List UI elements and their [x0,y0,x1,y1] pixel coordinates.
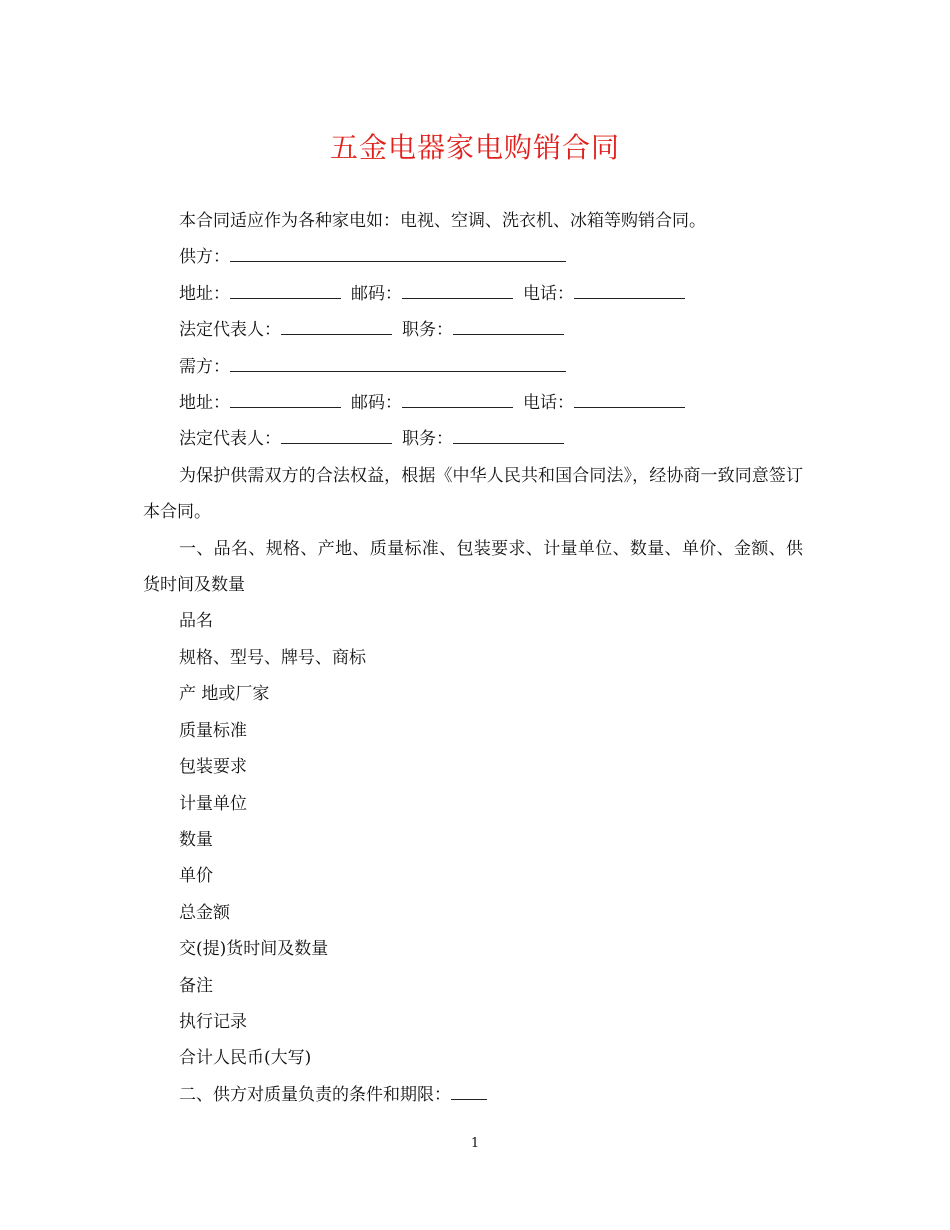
buyer-phone-label: 电话： [523,393,574,414]
buyer-address-label: 地址： [179,393,230,414]
supplier-title-label: 职务： [402,320,453,341]
section2-heading: 二、供方对质量负责的条件和期限： [179,1084,451,1105]
item-line: 总金额 [179,902,230,923]
buyer-party-label: 需方： [179,356,230,377]
supplier-party-line [143,239,803,275]
document-body [143,203,803,1113]
item-line: 交(提)货时间及数量 [179,939,329,960]
item-line: 单价 [179,866,213,887]
item-line: 包装要求 [179,757,247,778]
item-line: 执行记录 [179,1011,247,1032]
buyer-name-blank [230,356,566,372]
buyer-phone-blank [574,392,685,408]
item-line: 品名 [179,611,213,632]
preamble-paragraph: 为保护供需双方的合法权益，根据《中华人民共和国合同法》，经协商一致同意签订本合同。 [143,465,803,523]
supplier-rep-blank [281,319,392,335]
item-line: 备注 [179,975,213,996]
buyer-rep-label: 法定代表人： [179,429,281,450]
supplier-rep-line [143,312,803,348]
document-title: 五金电器家电购销合同 [329,131,620,164]
item-line: 产 地或厂家 [179,684,270,705]
supplier-postcode-label: 邮码： [351,283,402,304]
buyer-address-blank [230,392,341,408]
supplier-phone-blank [574,283,685,299]
section1-heading: 一、品名、规格、产地、质量标准、包装要求、计量单位、数量、单价、金额、供货时间及数量 [143,538,803,596]
supplier-name-blank [230,246,566,262]
item-line: 合计人民币(大写) [179,1048,312,1069]
supplier-postcode-blank [402,283,513,299]
section2-blank [451,1084,487,1100]
buyer-title-label: 职务： [402,429,453,450]
supplier-title-blank [453,319,564,335]
item-line: 数量 [179,829,213,850]
buyer-rep-line [143,421,803,457]
intro-paragraph: 本合同适应作为各种家电如：电视、空调、洗衣机、冰箱等购销合同。 [179,211,706,231]
section2-line [143,1077,803,1113]
supplier-phone-label: 电话： [523,283,574,304]
supplier-address-blank [230,283,341,299]
buyer-title-blank [453,428,564,444]
item-line: 质量标准 [179,720,247,741]
buyer-rep-blank [281,428,392,444]
buyer-postcode-blank [402,392,513,408]
page-number: 1 [470,1136,480,1151]
supplier-rep-label: 法定代表人： [179,320,281,341]
buyer-address-line [143,385,803,421]
item-line: 计量单位 [179,793,247,814]
supplier-address-label: 地址： [179,283,230,304]
item-line: 规格、型号、牌号、商标 [179,647,366,668]
supplier-address-line [143,276,803,312]
buyer-postcode-label: 邮码： [351,393,402,414]
supplier-party-label: 供方： [179,247,230,268]
buyer-party-line [143,349,803,385]
